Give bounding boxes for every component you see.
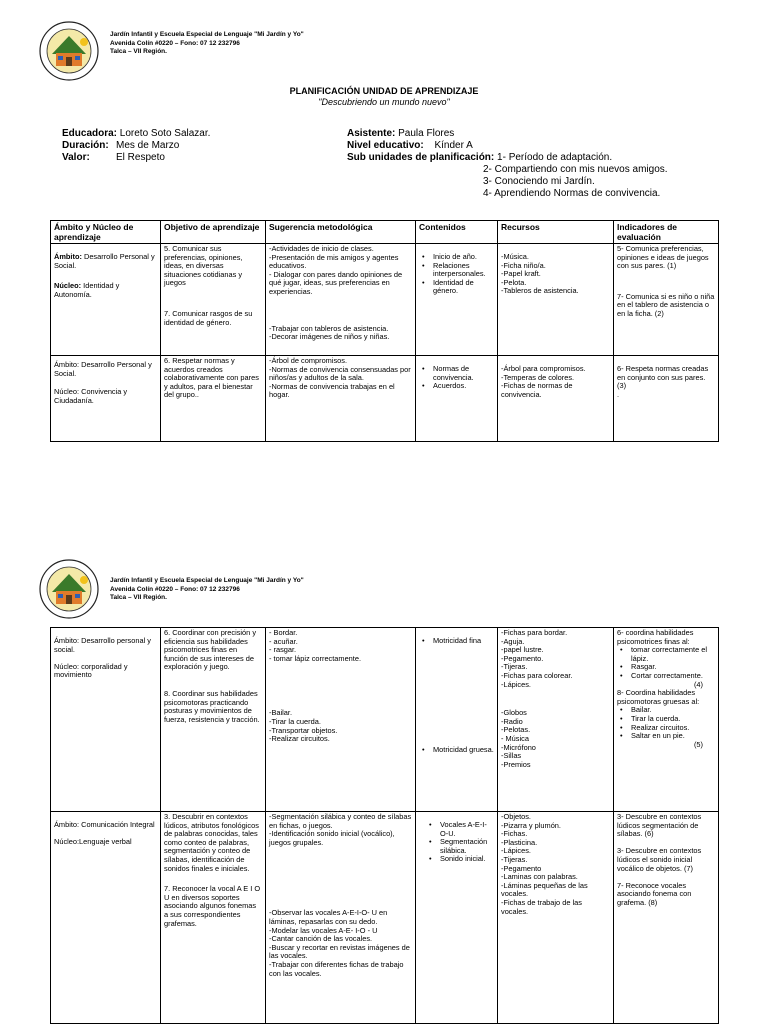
cell-recursos: -Música. -Ficha niño/a. -Papel kraft. -Pelota. -Tableros de asistencia. xyxy=(498,244,614,356)
table-row xyxy=(51,812,719,1024)
school-address: Avenida Colín #0220 – Fono: 07 12 232796 xyxy=(110,39,240,47)
valor-value: El Respeto xyxy=(116,152,165,163)
subunidad-3: 3- Conociendo mi Jardín. xyxy=(483,176,595,187)
cell-contenidos: • Inicio de año. • Relaciones interpersonales. • Identidad de género. xyxy=(416,244,498,356)
plan-table-2 xyxy=(50,627,719,1024)
info-left xyxy=(62,128,210,164)
school-name: Jardín Infantil y Escuela Especial de Lenguaje "Mi Jardín y Yo" xyxy=(110,31,304,38)
cell-recursos: -Árbol para compromisos. -Temperas de colores. -Fichas de normas de convivencia. xyxy=(498,356,614,442)
cell-sugerencia: -Actividades de inicio de clases. -Presentación de mis amigos y agentes educativos. - Dialogar con pares dando opiniones de qué jugar, ideas, sus preferencias en experiencias. -Trabajar con tableros de asistencia. -Decorar imágenes de niños y niñas. xyxy=(266,244,416,356)
duracion-value: Mes de Marzo xyxy=(116,140,180,151)
cell-ambito: Ámbito: Desarrollo Personal y Social. Núcleo: Convivencia y Ciudadanía. xyxy=(51,356,161,442)
cell-contenidos: • Normas de convivencia. • Acuerdos. xyxy=(416,356,498,442)
cell-indicadores: 6- coordina habilidades psicomotrices finas al: • tomar correctamente el lápiz. • Rasgar. • Cortar correctamente. (4) 8- Coordina habilidades psicomotoras gruesas al: • Bailar. • Tirar la cuerda. • Realizar circuitos. • Saltar en un pie. (5) xyxy=(614,628,719,812)
educadora-label: Educadora: xyxy=(62,128,118,139)
cell-objetivo: 5. Comunicar sus preferencias, opiniones, ideas, en diversas situaciones cotidianas y juegos 7. Comunicar rasgos de su identidad de género. xyxy=(161,244,266,356)
cell-sugerencia: - Bordar. - acuñar. - rasgar. - tomar lápiz correctamente. -Bailar. -Tirar la cuerda. -Transportar objetos. -Realizar circuitos. xyxy=(266,628,416,812)
header-indicadores: Indicadores de evaluación xyxy=(614,221,719,244)
page-title: PLANIFICACIÓN UNIDAD DE APRENDIZAJE xyxy=(289,86,479,96)
school-logo xyxy=(38,20,100,82)
cell-recursos: -Fichas para bordar. -Aguja. -papel lustre. -Pegamento. -Tijeras. -Fichas para colorear. -Lápices. -Globos -Radio -Pelotas. - Música -Micrófono -Sillas -Premios xyxy=(498,628,614,812)
header-objetivo: Objetivo de aprendizaje xyxy=(161,221,266,244)
cell-indicadores: 5- Comunica preferencias, opiniones e ideas de juegos con sus pares. (1) 7- Comunica si es niño o niña en el tablero de asistencia o en la ficha. (2) xyxy=(614,244,719,356)
cell-ambito: Ámbito: Desarrollo personal y social. Núcleo: corporalidad y movimiento xyxy=(51,628,161,812)
cell-objetivo: 6. Coordinar con precisión y eficiencia sus habilidades psicomotrices finas en función de sus intereses de exploración y juego. 8. Coordinar sus habilidades psicomotoras practicando posturas y movimientos de fuerza, resistencia y tracción. xyxy=(161,628,266,812)
subunidad-4: 4- Aprendiendo Normas de convivencia. xyxy=(483,188,661,199)
document-title xyxy=(0,86,768,107)
header-sugerencia: Sugerencia metodológica xyxy=(266,221,416,244)
nivel-value: Kínder A xyxy=(434,140,473,151)
cell-sugerencia: -Árbol de compromisos. -Normas de convivencia consensuadas por niños/as y adultos de la sala. -Normas de convivencia trabajas en el hogar. xyxy=(266,356,416,442)
page-subtitle: "Descubriendo un mundo nuevo" xyxy=(318,97,450,107)
subunidad-2: 2- Compartiendo con mis nuevos amigos. xyxy=(483,164,668,175)
header-contenidos: Contenidos xyxy=(416,221,498,244)
educadora-value: Loreto Soto Salazar. xyxy=(119,128,211,139)
cell-contenidos: • Motricidad fina • Motricidad gruesa. xyxy=(416,628,498,812)
duracion-label: Duración: xyxy=(62,140,109,151)
subunidades-label: Sub unidades de planificación: xyxy=(347,152,495,163)
info-right xyxy=(347,128,668,200)
cell-contenidos: • Vocales A-E-I-O-U. • Segmentación silábica. • Sonido inicial. xyxy=(416,812,498,1024)
valor-label: Valor: xyxy=(62,152,90,163)
school-name: Jardín Infantil y Escuela Especial de Lenguaje "Mi Jardín y Yo" xyxy=(110,577,304,584)
cell-indicadores: 3- Descubre en contextos lúdicos segmentación de sílabas. (6) 3- Descubre en contextos lúdicos el sonido inicial vocálico de objetos. (7) 7- Reconoce vocales asociando fonema con grafema. (8) xyxy=(614,812,719,1024)
school-city: Talca – VII Región. xyxy=(110,594,167,601)
cell-indicadores: 6- Respeta normas creadas en conjunto con sus pares. (3) . xyxy=(614,356,719,442)
cell-sugerencia: -Segmentación silábica y conteo de sílabas en fichas, o juegos. -Identificación sonido inicial (vocálico), juegos grupales. -Observar las vocales A-E-I-O- U en láminas, repasarlas con su dedo. -Modelar las vocales A-E- I-O - U -Cantar canción de las vocales. -Buscar y recortar en revistas imágenes de las vocales. -Trabajar con diferentes fichas de trabajo con las vocales. xyxy=(266,812,416,1024)
asistente-value: Paula Flores xyxy=(398,128,455,139)
cell-recursos: -Objetos. -Pizarra y plumón. -Fichas. -Plasticina. -Lápices. -Tijeras. -Pegamento -Laminas con palabras. -Láminas pequeñas de las vocales. -Fichas de trabajo de las vocales. xyxy=(498,812,614,1024)
subunidad-1: 1- Período de adaptación. xyxy=(497,152,613,163)
table-header-row xyxy=(51,221,719,244)
school-header xyxy=(110,31,304,57)
school-logo-2 xyxy=(38,558,100,620)
cell-ambito: Ámbito: Desarrollo Personal y Social. Núcleo: Identidad y Autonomía. xyxy=(51,244,161,356)
header-ambito: Ámbito y Núcleo de aprendizaje xyxy=(51,221,161,244)
school-city: Talca – VII Región. xyxy=(110,48,167,55)
asistente-label: Asistente: xyxy=(347,128,396,139)
cell-ambito: Ámbito: Comunicación Integral Núcleo:Lenguaje verbal xyxy=(51,812,161,1024)
header-recursos: Recursos xyxy=(498,221,614,244)
cell-objetivo: 6. Respetar normas y acuerdos creados colaborativamente con pares y adultos, para el bienestar del grupo.. xyxy=(161,356,266,442)
school-address: Avenida Colín #0220 – Fono: 07 12 232796 xyxy=(110,585,240,593)
table-row xyxy=(51,356,719,442)
table-row xyxy=(51,244,719,356)
cell-objetivo: 3. Descubrir en contextos lúdicos, atributos fonológicos de palabras conocidas, tales como conteo de palabras, segmentación y conteo de sílabas, identificación de sonidos finales e iniciales. 7. Reconocer la vocal A E I O U en diversos soportes asociando algunos fonemas a sus correspondientes grafemas. xyxy=(161,812,266,1024)
table-row xyxy=(51,628,719,812)
plan-table-1 xyxy=(50,220,719,442)
nivel-label: Nivel educativo: xyxy=(347,140,424,151)
school-header-2 xyxy=(110,577,304,603)
